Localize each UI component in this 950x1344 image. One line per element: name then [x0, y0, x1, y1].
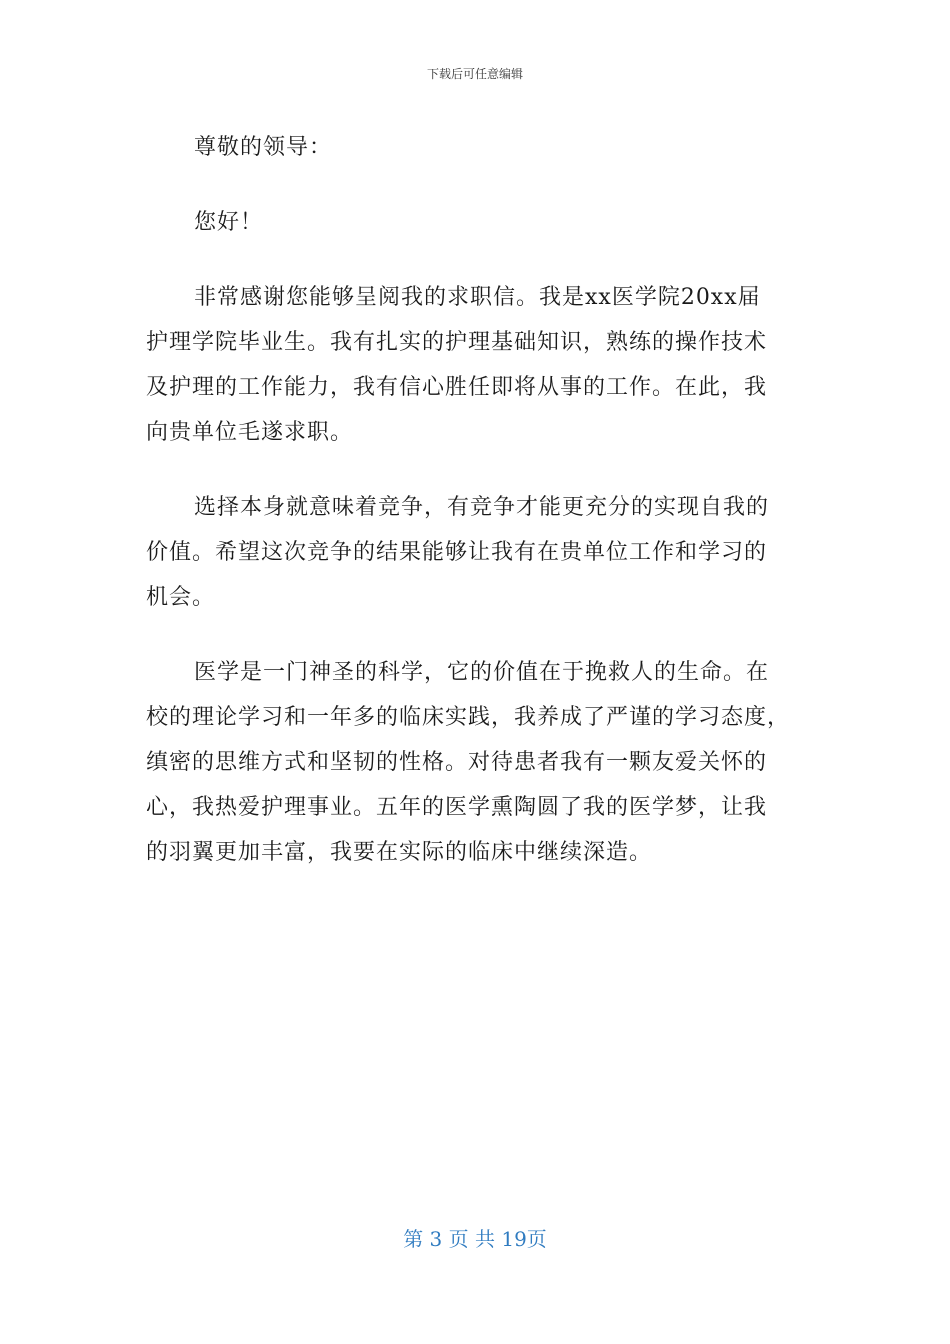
salutation: 尊敬的领导： — [194, 135, 333, 160]
paragraph-1: 非常感谢您能够呈阅我的求职信。我是xx医学院20xx届 护理学院毕业生。我有扎实的护理基础知识，熟练的操作技术 及护理的工作能力，我有信心胜任即将从事的工作。在此，我 向贵单位毛遂求职。 — [146, 285, 768, 445]
header-note: 下载后可任意编辑 — [426, 67, 523, 81]
greeting: 您好！ — [194, 210, 264, 235]
letter-body — [146, 125, 806, 905]
paragraph-3: 医学是一门神圣的科学，它的价值在于挽救人的生命。在 校的理论学习和一年多的临床实践，我养成了严谨的学习态度， 缜密的思维方式和坚韧的性格。对待患者我有一颗友爱关怀的 心，我热爱护理事业。五年的医学熏陶圆了我的医学梦，让我 的羽翼更加丰富，我要在实际的临床中继续深造。 — [146, 660, 791, 865]
paragraph-2: 选择本身就意味着竞争，有竞争才能更充分的实现自我的 价值。希望这次竞争的结果能够让我有在贵单位工作和学习的 机会。 — [146, 495, 770, 610]
page-number: 第 3 页 共 19页 — [403, 1227, 547, 1251]
